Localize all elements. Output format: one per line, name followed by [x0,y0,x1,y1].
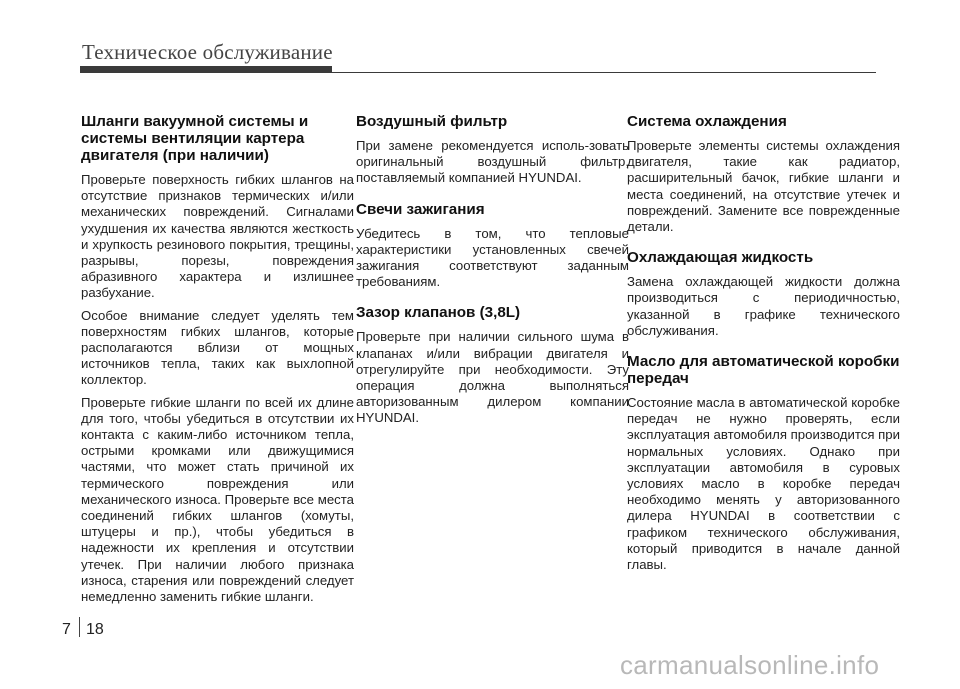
section-heading: Охлаждающая жидкость [627,249,814,267]
section-transmission-fluid [627,353,900,573]
paragraph: Проверьте гибкие шланги по всей их длине для того, чтобы убедиться в отсутствии их контакта с каким-либо источником тепла, острыми кромками или движущимися частями, что может стать причиной их термического повреждения или механического износа. Проверьте все места соединений гибких шлангов (хомуты, штуцеры и пр.), чтобы убедиться в надежности их крепления и отсутствии утечек. При наличии любого признака износа, старения или повреждений следует немедленно заменить гибкие шланги. [81,394,354,605]
section-valve-clearance [356,304,629,426]
header-rule-thin [332,72,876,73]
page-number: 18 [86,621,104,638]
section-heading: Зазор клапанов (3,8L) [356,304,521,322]
section-heading: Свечи зажигания [356,200,485,218]
section-heading-vacuum-hoses: Шланги вакуумной системы и системы вентиляции картера двигателя (при наличии) [81,113,309,164]
paragraph: Состояние масла в автоматической коробке передач не нужно проверять, если эксплуатация автомобиля производится при нормальных условиях. Однако при эксплуатации автомобиля в суровых условиях масло в коробке передач необходимо менять у авторизованного дилера HYUNDAI в соответствии с графиком технического обслуживания, который приводится в начале данной главы. [627,395,900,573]
section-cooling-system [627,113,900,235]
page-header-title: Техническое обслуживание [82,40,333,64]
paragraph: При замене рекомендуется исполь-зовать оригинальный воздушный фильтр, поставляемый компанией HYUNDAI. [356,138,629,186]
paragraph: Проверьте поверхность гибких шлангов на отсутствие признаков термических и/или механических повреждений. Сигналами ухудшения их качества являются жесткость и хрупкость резинового покрытия, трещины, разрывы, порезы, повреждения абразивного характера и излишнее разбухание. [81,172,354,301]
chapter-number: 7 [62,621,71,638]
section-heading: Система охлаждения [627,113,787,130]
paragraph: Замена охлаждающей жидкости должна производиться с периодичностью, указанной в графике технического обслуживания. [627,274,900,338]
watermark-text: carmanualsonline.info [620,650,880,680]
section-coolant [627,249,900,339]
column-filter-plugs-valves [356,113,629,441]
paragraph: Убедитесь в том, что тепловые характеристики установленных свечей зажигания соответствуют заданным требованиям. [356,225,629,290]
footer-divider [79,617,80,637]
column-cooling-transmission [627,113,900,587]
paragraph: Особое внимание следует уделять тем поверхностям гибких шлангов, которые располагаются вблизи от мощных источников тепла, таких как выхлопной коллектор. [81,307,354,388]
section-heading: Воздушный фильтр [356,113,508,130]
column-hoses [81,113,354,611]
section-air-filter [356,113,629,187]
paragraph: Проверьте элементы системы охлаждения двигателя, такие как радиатор, расширительный бачок, гибкие шланги и места соединений, на отсутствие утечек и повреждений. Замените все поврежденные детали. [627,138,900,235]
paragraph: Проверьте при наличии сильного шума в клапанах и/или вибрации двигателя и отрегулируйте при необходимости. Эту операция должна выполняться авторизованным дилером компании HYUNDAI. [356,329,629,426]
header-rule-thick [80,66,332,73]
section-spark-plugs [356,201,629,291]
section-heading: Масло для автоматической коробки передач [627,353,900,388]
